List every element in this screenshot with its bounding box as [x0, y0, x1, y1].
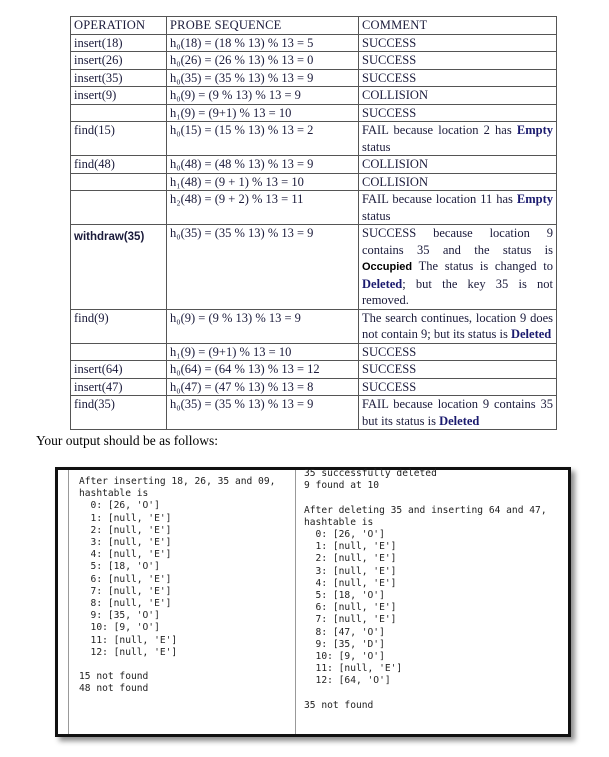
console-line: 9: [35, 'D'] — [304, 638, 385, 650]
console-line: 3: [null, 'E'] — [79, 537, 172, 549]
probe-cell: h₀(35) = (35 % 13) % 13 = 9 — [167, 396, 359, 430]
comment-cell: SUCCESS — [359, 52, 557, 70]
comment-cell: SUCCESS — [359, 343, 557, 361]
console-line: 4: [null, 'E'] — [304, 577, 397, 589]
console-line: 48 not found — [79, 683, 149, 695]
header-comment: COMMENT — [359, 17, 557, 35]
comment-text: FAIL because location 2 has — [362, 123, 517, 137]
table-row — [71, 69, 557, 87]
console-line: 35 successfully deleted — [304, 468, 437, 479]
console-line: 1: [null, 'E'] — [304, 541, 397, 553]
comment-cell — [359, 309, 557, 343]
operation-cell: find(15) — [71, 122, 167, 156]
table-row — [71, 343, 557, 361]
table-row — [71, 52, 557, 70]
probe-cell: h₀(47) = (47 % 13) % 13 = 8 — [167, 378, 359, 396]
comment-text: The status is changed to — [412, 259, 553, 273]
console-line: 9 found at 10 — [304, 480, 380, 492]
console-line: 5: [18, 'O'] — [304, 590, 385, 602]
console-line: 15 not found — [79, 671, 149, 683]
table-row — [71, 378, 557, 396]
console-line: 6: [null, 'E'] — [304, 602, 397, 614]
console-line: 0: [26, 'O'] — [79, 500, 160, 512]
operation-cell: insert(35) — [71, 69, 167, 87]
comment-text: status — [362, 208, 391, 223]
console-line: 12: [64, 'O'] — [304, 675, 391, 687]
console-line: 0: [26, 'O'] — [304, 529, 385, 541]
operation-cell — [71, 173, 167, 191]
console-line: 7: [null, 'E'] — [304, 614, 397, 626]
probe-sequence-table — [70, 16, 557, 430]
header-operation: OPERATION — [71, 17, 167, 35]
table-row — [71, 173, 557, 191]
probe-cell: h₂(48) = (9 + 2) % 13 = 11 — [167, 191, 359, 225]
operation-cell: insert(18) — [71, 34, 167, 52]
console-line: 8: [null, 'E'] — [79, 598, 172, 610]
console-line: 6: [null, 'E'] — [79, 573, 172, 585]
probe-cell: h₀(35) = (35 % 13) % 13 = 9 — [167, 69, 359, 87]
table-row — [71, 34, 557, 52]
operation-cell: find(48) — [71, 156, 167, 174]
console-line: 1: [null, 'E'] — [79, 512, 172, 524]
console-line: hashtable is — [79, 488, 149, 500]
console-line: 2: [null, 'E'] — [79, 524, 172, 536]
table-row — [71, 122, 557, 156]
console-left-column — [68, 476, 304, 734]
comment-cell — [359, 191, 557, 225]
console-line: 8: [47, 'O'] — [304, 626, 385, 638]
comment-cell: SUCCESS — [359, 361, 557, 379]
table-row — [71, 87, 557, 105]
console-line: 11: [null, 'E'] — [304, 663, 403, 675]
comment-cell: COLLISION — [359, 173, 557, 191]
table-row — [71, 309, 557, 343]
table-row — [71, 104, 557, 122]
table-header-row — [71, 17, 557, 35]
table-row — [71, 396, 557, 430]
comment-cell: SUCCESS — [359, 378, 557, 396]
comment-text: SUCCESS because location 9 contains 35 and the status is — [362, 226, 553, 257]
console-output-window — [55, 467, 571, 737]
console-line: After inserting 18, 26, 35 and 09, — [79, 476, 276, 487]
operation-cell: withdraw(35) — [71, 225, 167, 310]
probe-cell: h₁(48) = (9 + 1) % 13 = 10 — [167, 173, 359, 191]
table-row — [71, 191, 557, 225]
header-probe-sequence: PROBE SEQUENCE — [167, 17, 359, 35]
probe-cell: h₀(9) = (9 % 13) % 13 = 9 — [167, 309, 359, 343]
comment-cell: SUCCESS — [359, 34, 557, 52]
probe-cell: h₀(15) = (15 % 13) % 13 = 2 — [167, 122, 359, 156]
probe-cell: h₀(18) = (18 % 13) % 13 = 5 — [167, 34, 359, 52]
comment-cell — [359, 122, 557, 156]
probe-cell: h₁(9) = (9+1) % 13 = 10 — [167, 104, 359, 122]
probe-cell: h₀(26) = (26 % 13) % 13 = 0 — [167, 52, 359, 70]
status-keyword: Empty — [516, 192, 553, 206]
comment-text: ; but the key 35 is not removed. — [362, 276, 553, 307]
operation-cell: find(9) — [71, 309, 167, 343]
console-line: 35 not found — [304, 699, 374, 711]
column-divider — [295, 470, 296, 734]
console-line: hashtable is — [304, 516, 374, 528]
probe-cell: h₀(48) = (48 % 13) % 13 = 9 — [167, 156, 359, 174]
console-line — [79, 659, 304, 671]
comment-cell: COLLISION — [359, 87, 557, 105]
console-right-column — [304, 468, 559, 734]
console-line — [304, 688, 559, 700]
console-line: 4: [null, 'E'] — [79, 549, 172, 561]
comment-text: FAIL because location 9 contains 35 but its status is — [362, 397, 553, 428]
comment-text: The search continues, location 9 does not contain 9; but its status is — [362, 310, 553, 341]
console-line: 7: [null, 'E'] — [79, 585, 172, 597]
status-keyword: Deleted — [362, 276, 403, 291]
operation-cell — [71, 104, 167, 122]
operation-cell: insert(26) — [71, 52, 167, 70]
comment-cell — [359, 396, 557, 430]
status-keyword: Deleted — [439, 413, 480, 428]
status-keyword: Empty — [516, 123, 553, 137]
console-line — [304, 492, 559, 504]
console-line: 3: [null, 'E'] — [304, 565, 397, 577]
operation-cell: find(35) — [71, 396, 167, 430]
probe-cell: h₁(9) = (9+1) % 13 = 10 — [167, 343, 359, 361]
operation-cell: insert(9) — [71, 87, 167, 105]
console-line: 2: [null, 'E'] — [304, 553, 397, 565]
console-line: After deleting 35 and inserting 64 and 47, — [304, 504, 547, 516]
output-intro-text: Your output should be as follows: — [36, 433, 219, 448]
table-row — [71, 361, 557, 379]
comment-cell — [359, 225, 557, 310]
console-line: 5: [18, 'O'] — [79, 561, 160, 573]
console-line: 11: [null, 'E'] — [79, 634, 178, 646]
table-row — [71, 225, 557, 310]
probe-cell: h₀(64) = (64 % 13) % 13 = 12 — [167, 361, 359, 379]
operation-cell: insert(64) — [71, 361, 167, 379]
table-row — [71, 156, 557, 174]
operation-cell: insert(47) — [71, 378, 167, 396]
comment-cell: SUCCESS — [359, 69, 557, 87]
console-line: 10: [9, 'O'] — [79, 622, 160, 634]
console-line: 9: [35, 'O'] — [79, 610, 160, 622]
comment-cell: SUCCESS — [359, 104, 557, 122]
probe-cell: h₀(35) = (35 % 13) % 13 = 9 — [167, 225, 359, 310]
status-keyword: Deleted — [510, 327, 552, 341]
comment-text: status — [362, 139, 391, 154]
operation-cell — [71, 343, 167, 361]
comment-cell: COLLISION — [359, 156, 557, 174]
probe-cell: h₀(9) = (9 % 13) % 13 = 9 — [167, 87, 359, 105]
comment-text: FAIL because location 11 has — [362, 192, 517, 206]
status-keyword: Occupied — [362, 261, 413, 273]
console-line: 12: [null, 'E'] — [79, 646, 178, 658]
console-line: 10: [9, 'O'] — [304, 651, 385, 663]
operation-cell — [71, 191, 167, 225]
